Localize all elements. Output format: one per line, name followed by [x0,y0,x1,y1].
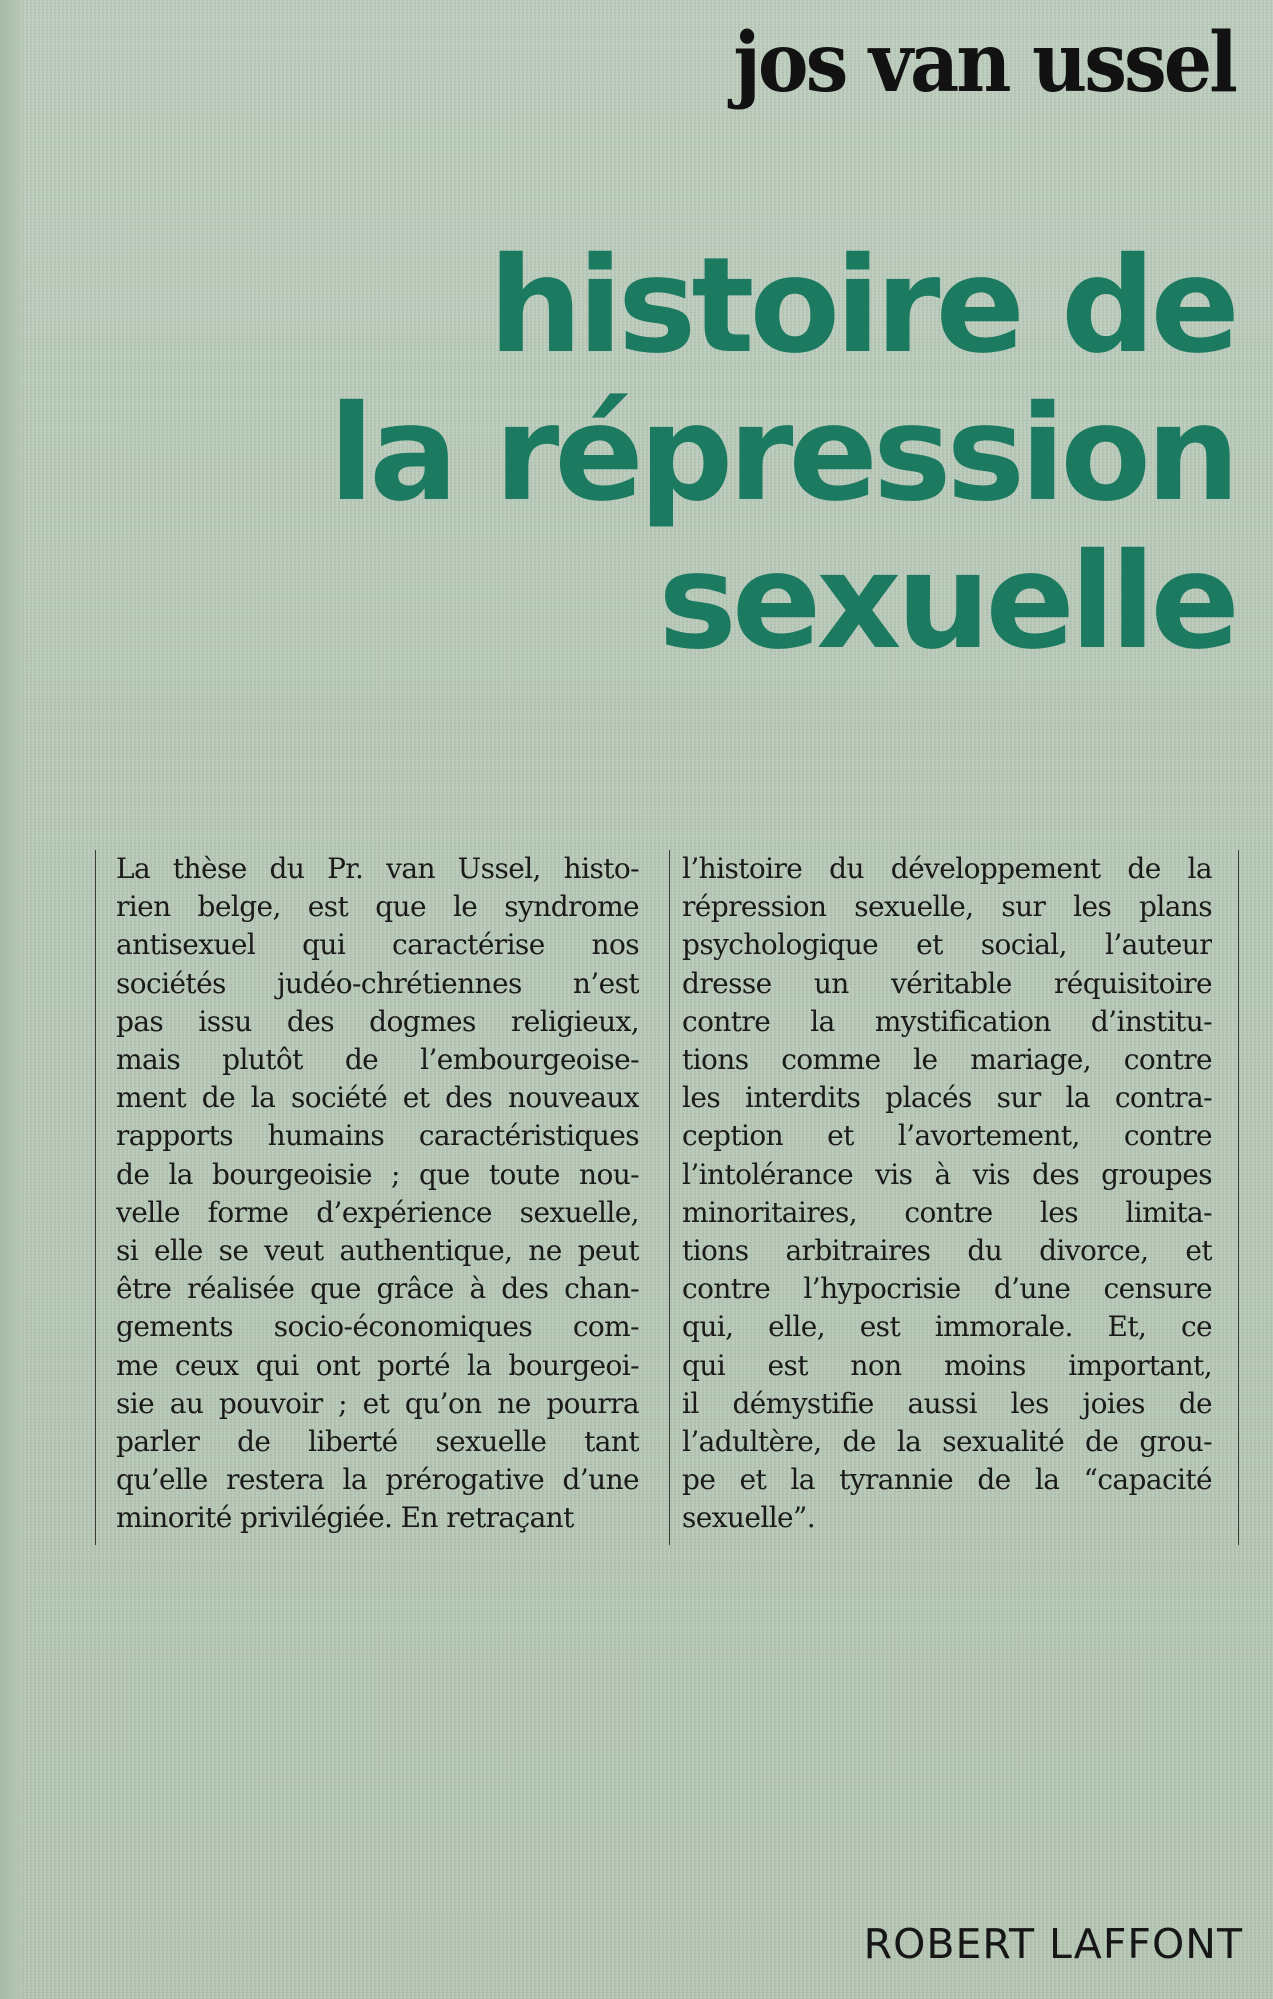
blurb-line: minoritaires, contre les limita- [682,1195,1212,1229]
blurb-line: rien belge, est que le syndrome [116,890,639,924]
back-blurb [95,850,1237,1545]
blurb-line: qui est non moins important, [682,1348,1212,1382]
blurb-line: pe et la tyrannie de la “capacité [682,1463,1212,1497]
blurb-line: de la bourgeoisie ; que toute nou- [116,1157,639,1191]
spine-edge [0,0,26,1999]
blurb-line: si elle se veut authentique, ne peut [116,1234,639,1267]
author-name: jos van ussel [733,14,1235,111]
blurb-line: dresse un véritable réquisitoire [682,966,1212,1000]
blurb-line: tions arbitraires du divorce, et [682,1234,1212,1267]
blurb-column-right [669,850,1239,1545]
blurb-line: sexuelle”. [682,1501,816,1535]
blurb-line: La thèse du Pr. van Ussel, histo- [116,852,639,885]
blurb-line: sie au pouvoir ; et qu’on ne pourra [116,1386,639,1420]
blurb-line: psychologique et social, l’auteur [682,928,1212,962]
blurb-line: l’intolérance vis à vis des groupes [682,1157,1212,1191]
blurb-line: antisexuel qui caractérise nos [116,928,639,962]
blurb-line: qui, elle, est immorale. Et, ce [682,1310,1212,1344]
blurb-line: rapports humains caractéristiques [116,1119,639,1153]
publisher-name: ROBERT LAFFONT [863,1920,1243,1968]
blurb-line: ception et l’avortement, contre [682,1119,1212,1153]
blurb-line: sociétés judéo-chrétiennes n’est [116,966,639,1000]
blurb-line: il démystifie aussi les joies de [682,1386,1212,1420]
blurb-line: les interdits placés sur la contra- [682,1081,1212,1115]
blurb-line: qu’elle restera la prérogative d’une [116,1463,639,1497]
blurb-line: parler de liberté sexuelle tant [116,1425,639,1458]
blurb-line: contre l’hypocrisie d’une censure [682,1272,1212,1306]
title-line-3: sexuelle [658,525,1235,679]
blurb-line: répression sexuelle, sur les plans [682,890,1212,924]
blurb-line: minorité privilégiée. En retraçant [116,1501,574,1535]
blurb-line: gements socio-économiques com- [116,1310,639,1344]
title-line-1: histoire de [488,229,1235,383]
blurb-line: contre la mystification d’institu- [682,1004,1212,1038]
blurb-line: velle forme d’expérience sexuelle, [116,1195,639,1229]
blurb-line: l’histoire du développement de la [682,852,1212,885]
blurb-line: ment de la société et des nouveaux [116,1081,639,1115]
blurb-line: mais plutôt de l’embourgeoise- [116,1043,639,1076]
blurb-line: me ceux qui ont porté la bourgeoi- [116,1348,639,1382]
blurb-column-left [95,850,646,1545]
title-line-2: la répression [328,377,1235,531]
blurb-line: pas issu des dogmes religieux, [116,1004,639,1038]
blurb-line: être réalisée que grâce à des chan- [116,1272,639,1306]
blurb-line: l’adultère, de la sexualité de grou- [682,1425,1212,1458]
book-title [328,229,1235,679]
blurb-line: tions comme le mariage, contre [682,1043,1212,1076]
